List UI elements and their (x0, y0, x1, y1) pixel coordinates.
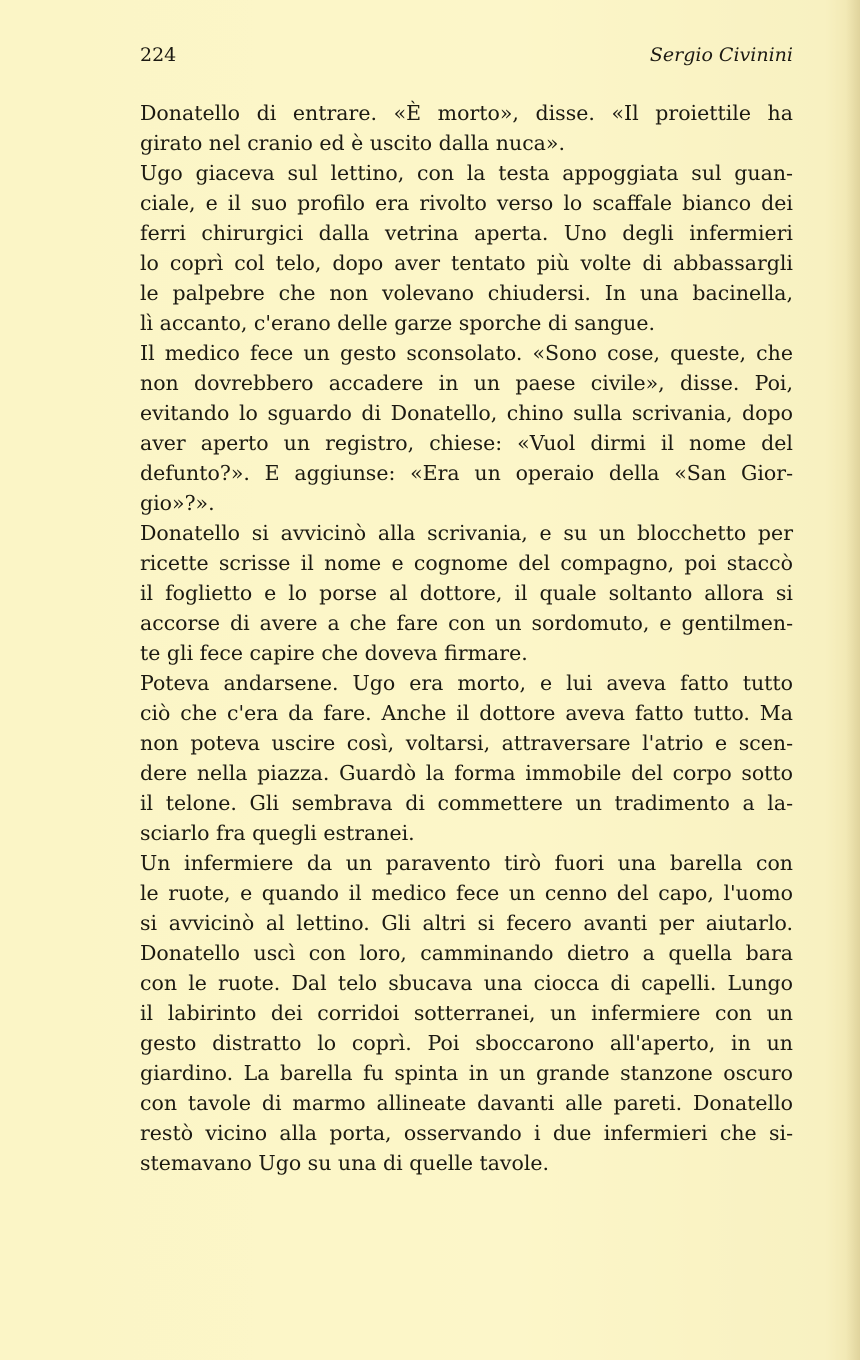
text-line: defunto?». E aggiunse: «Era un operaio della «San Gior- (140, 461, 793, 485)
text-line: Donatello uscì con loro, camminando dietro a quella bara (140, 941, 793, 965)
body-text (140, 98, 793, 1178)
text-line: ciò che c'era da fare. Anche il dottore aveva fatto tutto. Ma (140, 701, 793, 725)
text-line: il labirinto dei corridoi sotterranei, un infermiere con un (140, 1001, 793, 1025)
text-line: le ruote, e quando il medico fece un cenno del capo, l'uomo (140, 881, 793, 905)
text-line: con tavole di marmo allineate davanti alle pareti. Donatello (140, 1091, 793, 1115)
text-line: giardino. La barella fu spinta in un grande stanzone oscuro (140, 1061, 793, 1085)
text-line: ciale, e il suo profilo era rivolto verso lo scaffale bianco dei (140, 191, 793, 215)
text-line: non poteva uscire così, voltarsi, attraversare l'atrio e scen- (140, 731, 793, 755)
text-line: il foglietto e lo porse al dottore, il quale soltanto allora si (140, 581, 793, 605)
text-line: restò vicino alla porta, osservando i due infermieri che si- (140, 1121, 793, 1145)
text-line: evitando lo sguardo di Donatello, chino sulla scrivania, dopo (140, 401, 793, 425)
running-head-author: Sergio Civinini (649, 44, 793, 66)
text-line: gio»?». (140, 491, 215, 515)
page-header (140, 42, 793, 68)
page-number: 224 (140, 44, 177, 66)
text-line: le palpebre che non volevano chiudersi. In una bacinella, (140, 281, 793, 305)
text-line: ferri chirurgici dalla vetrina aperta. Uno degli infermieri (140, 221, 793, 245)
text-line: te gli fece capire che doveva firmare. (140, 641, 528, 665)
page-edge-shadow (846, 0, 860, 1360)
text-line: ricette scrisse il nome e cognome del compagno, poi staccò (140, 551, 793, 575)
text-line: Ugo giaceva sul lettino, con la testa appoggiata sul guan- (140, 161, 793, 185)
text-line: si avvicinò al lettino. Gli altri si fecero avanti per aiutarlo. (140, 911, 793, 935)
text-line: accorse di avere a che fare con un sordomuto, e gentilmen- (140, 611, 793, 635)
text-line: girato nel cranio ed è uscito dalla nuca». (140, 131, 565, 155)
text-line: Donatello si avvicinò alla scrivania, e su un blocchetto per (140, 521, 793, 545)
text-line: non dovrebbero accadere in un paese civile», disse. Poi, (140, 371, 793, 395)
text-line: il telone. Gli sembrava di commettere un tradimento a la- (140, 791, 793, 815)
text-line: con le ruote. Dal telo sbucava una ciocca di capelli. Lungo (140, 971, 793, 995)
text-line: Il medico fece un gesto sconsolato. «Sono cose, queste, che (140, 341, 793, 365)
text-line: gesto distratto lo coprì. Poi sboccarono all'aperto, in un (140, 1031, 793, 1055)
text-line: Donatello di entrare. «È morto», disse. «Il proiettile ha (140, 101, 793, 125)
text-line: lì accanto, c'erano delle garze sporche di sangue. (140, 311, 656, 335)
text-line: Un infermiere da un paravento tirò fuori una barella con (140, 851, 793, 875)
text-line: aver aperto un registro, chiese: «Vuol dirmi il nome del (140, 431, 793, 455)
text-line: lo coprì col telo, dopo aver tentato più volte di abbassargli (140, 251, 793, 275)
text-line: Poteva andarsene. Ugo era morto, e lui aveva fatto tutto (140, 671, 793, 695)
text-line: sciarlo fra quegli estranei. (140, 821, 415, 845)
text-line: dere nella piazza. Guardò la forma immobile del corpo sotto (140, 761, 793, 785)
text-line: stemavano Ugo su una di quelle tavole. (140, 1151, 550, 1175)
